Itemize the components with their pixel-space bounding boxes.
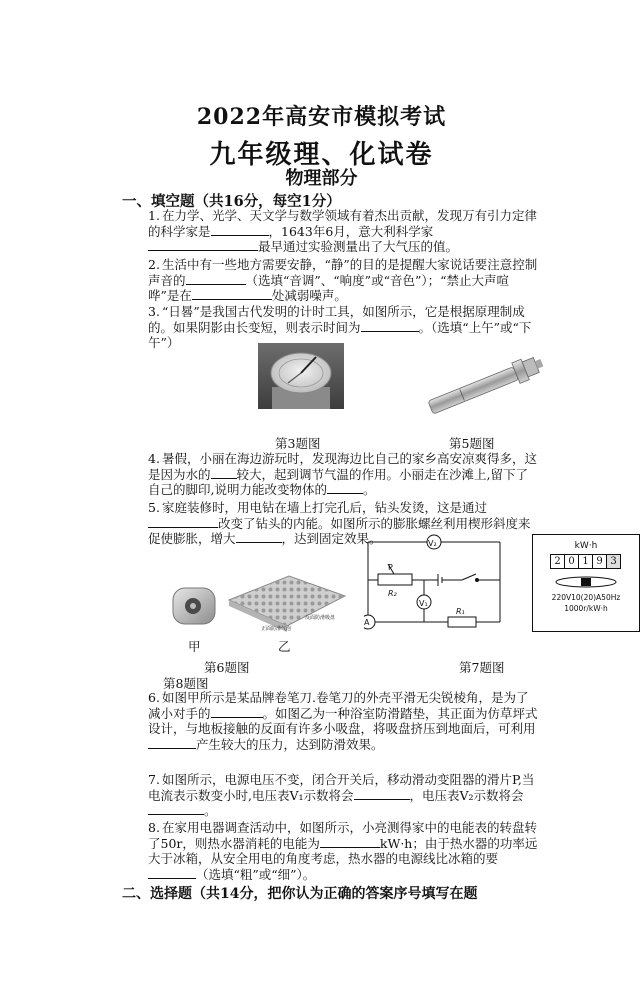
meter-rate: 1000r/kW·h (564, 604, 608, 613)
answer-blank[interactable] (236, 531, 282, 543)
meter-digit: 3 (606, 554, 621, 569)
energy-meter (532, 534, 640, 632)
answer-blank[interactable] (148, 737, 196, 749)
question-2: 2. 生活中有一些地方需要安静，“静”的目的是提醒大家说话要注意控制声音的 （选填“音调”、“响度”或“音色”）；“禁止大声喧哗”是在 处减弱噪声。 (148, 257, 538, 303)
section-subject: 物理部分 (285, 168, 358, 189)
voltmeter-v1-label: V₁ (419, 599, 428, 608)
meter-disc-icon (533, 571, 639, 593)
figure-6-label-yi: 乙 (278, 639, 291, 654)
meter-digit: 1 (578, 554, 593, 569)
resistor-r1-label: R₁ (456, 607, 465, 616)
meter-spec: 220V10(20)A50Hz (551, 593, 621, 602)
meter-digit: 9 (592, 554, 607, 569)
answer-blank[interactable] (148, 803, 204, 815)
resistor-r2-label: R₂ (388, 589, 397, 598)
answer-blank[interactable] (361, 320, 419, 332)
bath-mat-photo (225, 572, 347, 638)
expansion-bolt-photo (420, 345, 548, 425)
slider-p-label: P (388, 563, 393, 572)
figure-6-label-jia: 甲 (188, 639, 201, 654)
meter-digit: 0 (564, 554, 579, 569)
question-3: 3. “日晷”是我国古代发明的计时工具，如图所示，它是根据原理制成的。如果阴影由长变短，则表示时间为 。（选填“上午”或“下午”） (148, 304, 532, 350)
mat-label-front: 正面防滑气泡 (261, 626, 292, 632)
question-1: 1. 在力学、光学、天文学与数学领域有着杰出贡献，发现万有引力定律的科学家是 ，1643年6月，意大利科学家最早通过实验测量出了大气压的值。 (148, 208, 538, 254)
figure-8-caption: 第8题图 (163, 676, 209, 691)
section2-heading: 二、选择题（共14分，把你认为正确的答案序号填写在题 (122, 886, 478, 902)
figure-6-caption: 第6题图 (204, 660, 250, 675)
answer-blank[interactable] (186, 273, 246, 285)
mat-label-back: 反面防滑吸盘 (305, 615, 336, 621)
circuit-diagram (364, 530, 504, 632)
answer-blank[interactable] (327, 482, 363, 494)
answer-blank[interactable] (211, 224, 269, 236)
section1-heading: 一、填空题（共16分，每空1分） (122, 193, 341, 210)
figure-7-caption: 第7题图 (459, 660, 505, 675)
answer-blank[interactable] (211, 467, 237, 479)
ammeter-label: A (364, 618, 370, 627)
voltmeter-v2-label: V₂ (428, 539, 437, 548)
answer-blank[interactable] (192, 288, 272, 300)
exam-subtitle: 九年级理、化试卷 (209, 140, 434, 170)
meter-unit: kW·h (574, 541, 598, 551)
exam-title: 2022年高安市模拟考试 (196, 104, 447, 130)
question-6: 6. 如图甲所示是某品牌卷笔刀.卷笔刀的外壳平滑无尖锐棱角，是为了减小对手的 。如图乙为一种浴室防滑踏垫，其正面为仿草坪式设计，与地板接触的反面有许多小吸盘，将吸盘挤压到地面后，可利用产生较大的压力，达到防滑效果。 (148, 690, 538, 752)
answer-blank[interactable] (148, 239, 258, 251)
answer-blank[interactable] (148, 867, 196, 879)
meter-digit-display (533, 554, 639, 569)
question-7: 7. 如图所示，电源电压不变，闭合开关后，移动滑动变阻器的滑片P,当电流表示数变小时,电压表V₁示数将会 ，电压表V₂示数将会。 (148, 772, 535, 818)
pencil-sharpener-photo (165, 578, 223, 632)
answer-blank[interactable] (320, 836, 380, 848)
figure-3-caption: 第3题图 (275, 436, 321, 451)
answer-blank[interactable] (148, 516, 218, 528)
question-8: 8. 在家用电器调查活动中，如图所示，小亮测得家中的电能表的转盘转了50r，则热水器消耗的电能为 kW·h；由于热水器的功率远大于冰箱，从安全用电的角度考虑，热水器的电源线比冰箱的要（选填“粗”或“细”）。 (148, 820, 538, 882)
question-4: 4. 暑假，小丽在海边游玩时，发现海边比自己的家乡高安凉爽得多，这是因为水的 较大，起到调节气温的作用。小丽走在沙滩上,留下了自己的脚印,说明力能改变物体的 。 (148, 451, 538, 497)
question-5: 5. 家庭装修时，用电钻在墙上打完孔后，钻头发烫，这是通过改变了钻头的内能。如图所示的膨胀螺丝利用楔形斜度来促使膨胀，增大 ，达到固定效果。 (148, 500, 531, 546)
answer-blank[interactable] (211, 706, 263, 718)
answer-blank[interactable] (354, 788, 410, 800)
figure-5-caption: 第5题图 (449, 436, 495, 451)
sundial-photo (258, 343, 344, 409)
meter-digit: 2 (550, 554, 565, 569)
